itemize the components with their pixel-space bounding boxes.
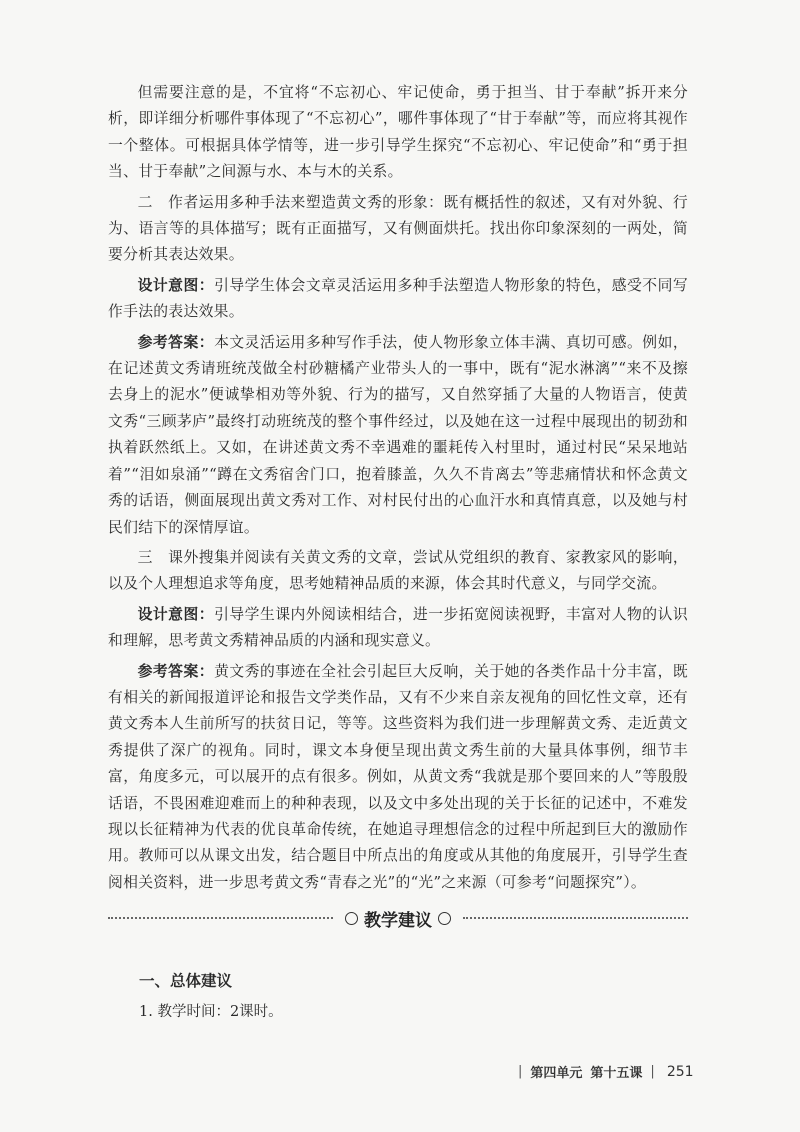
reference-answer-label: 参考答案： (137, 662, 215, 680)
section-heading: 一、总体建议 (139, 972, 233, 990)
main-text (108, 80, 688, 900)
list-item: 1. 教学时间：2课时。 (139, 1004, 283, 1020)
divider-title: 教学建议 (364, 910, 432, 931)
paragraph-1: 但需要注意的是，不宜将“不忘初心、牢记使命，勇于担当、甘于奉献”拆开来分析，即详细分析哪件事体现了“不忘初心”，哪件事体现了“甘于奉献”等，而应将其视作一个整体。可根据具体学情等，进一步引导学生探究“不忘初心、牢记使命”和“勇于担当、甘于奉献”之间源与水、本与木的关系。 (108, 84, 688, 181)
section-divider (108, 906, 688, 930)
footer-separator: | (518, 1064, 523, 1079)
design-intent-2 (108, 273, 688, 326)
circle-icon (438, 912, 451, 925)
design-intent-label: 设计意图： (137, 276, 215, 294)
footer-unit: 第四单元 (530, 1066, 583, 1081)
reference-answer-text: 本文灵活运用多种写作手法，使人物形象立体丰满、真切可感。例如，在记述黄文秀请班统茂做全村砂糖橘产业带头人的一事中，既有“泥水淋漓”“来不及擦去身上的泥水”便诚挚相劝等外貌、行为的描写，又自然穿插了大量的人物语言，使黄文秀“三顾茅庐”最终打动班统茂的整个事件经过，以及她在这一过程中展现出的韧劲和执着跃然纸上。又如，在讲述黄文秀不幸遇难的噩耗传入村里时，通过村民“呆呆地站着”“泪如泉涌”“蹲在文秀宿舍门口，抱着膝盖，久久不肯离去”等悲痛情状和怀念黄文秀的话语，侧面展现出黄文秀对工作、对村民付出的心血汗水和真情真意，以及她与村民们结下的深情厚谊。 (108, 333, 688, 536)
design-intent-3 (108, 602, 688, 655)
page-number: 251 (666, 1063, 694, 1080)
design-intent-text: 引导学生体会文章灵活运用多种手法塑造人物形象的特色，感受不同写作手法的表达效果。 (108, 276, 688, 321)
reference-answer-2 (108, 330, 688, 541)
divider-dots-left (108, 917, 333, 919)
divider-dots-right (463, 917, 688, 919)
reference-answer-text: 黄文秀的事迹在全社会引起巨大反响，关于她的各类作品十分丰富，既有相关的新闻报道评论和报告文学类作品，又有不少来自亲友视角的回忆性文章，还有黄文秀本人生前所写的扶贫日记，等等。这些资料为我们进一步理解黄文秀、走近黄文秀提供了深广的视角。同时，课文本身便呈现出黄文秀生前的大量具体事例，细节丰富，角度多元，可以展开的点有很多。例如，从黄文秀“我就是那个要回来的人”等殷殷话语，不畏困难迎难而上的种种表现，以及文中多处出现的关于长征的记述中，不难发现以长征精神为代表的优良革命传统，在她追寻理想信念的过程中所起到巨大的激励作用。教师可以从课文出发，结合题目中所点出的角度或从其他的角度展开，引导学生查阅相关资料，进一步思考黄文秀“青春之光”的“光”之来源（可参考“问题探究”）。 (108, 662, 688, 891)
footer-lesson: 第十五课 (590, 1066, 643, 1081)
reference-answer-label: 参考答案： (137, 333, 215, 351)
footer-separator: | (650, 1064, 655, 1079)
divider-title-group (333, 906, 463, 931)
reference-answer-3 (108, 659, 688, 897)
design-intent-label: 设计意图： (137, 605, 215, 623)
question-3: 三 课外搜集并阅读有关黄文秀的文章，尝试从党组织的教育、家教家风的影响，以及个人理想追求等角度，思考她精神品质的来源，体会其时代意义，与同学交流。 (108, 548, 688, 593)
design-intent-text: 引导学生课内外阅读相结合，进一步拓宽阅读视野，丰富对人物的认识和理解，思考黄文秀精神品质的内涵和现实意义。 (108, 605, 688, 650)
circle-icon (345, 912, 358, 925)
page-footer (518, 1062, 694, 1081)
question-2: 二 作者运用多种手法来塑造黄文秀的形象：既有概括性的叙述，又有对外貌、行为、语言等的具体描写；既有正面描写，又有侧面烘托。找出你印象深刻的一两处，简要分析其表达效果。 (108, 193, 688, 264)
